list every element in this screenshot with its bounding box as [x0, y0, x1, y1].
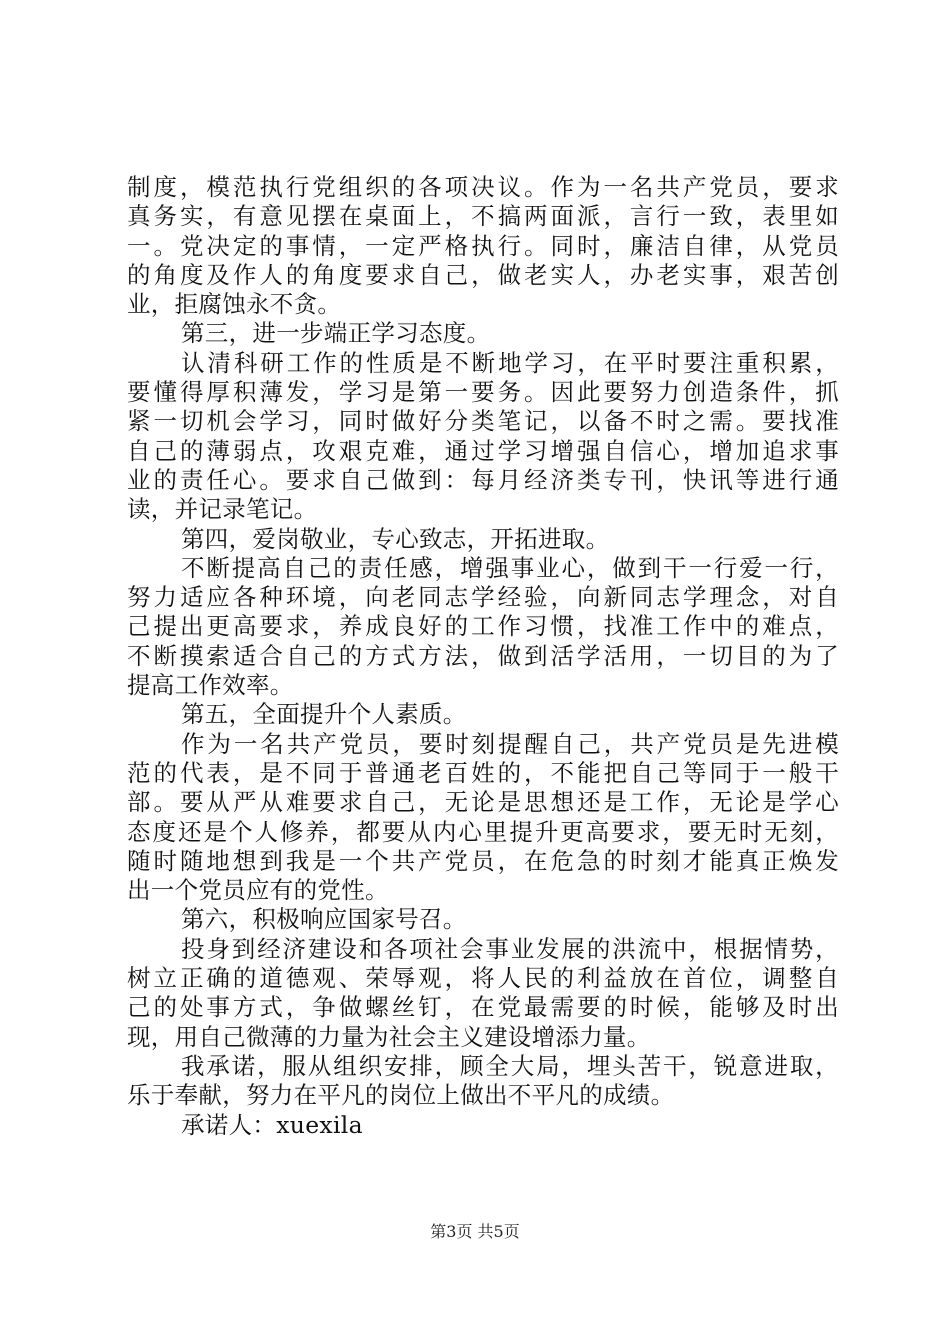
- paragraph: [127, 554, 839, 700]
- text-line: 自己的薄弱点，攻艰克难，通过学习增强自信心，增加追求事: [127, 436, 839, 465]
- text-line: 第四，爱岗敬业，专心致志，开拓进取。: [181, 524, 610, 553]
- text-line: 承诺人：xuexila: [181, 1110, 363, 1139]
- text-line: 己的处事方式，争做螺丝钉，在党最需要的时候，能够及时出: [127, 993, 839, 1022]
- text-line: 真务实，有意见摆在桌面上，不搞两面派，言行一致，表里如: [127, 202, 839, 231]
- paragraph: [127, 1111, 839, 1140]
- text-line: 态度还是个人修养，都要从内心里提升更高要求，要无时无刻，: [127, 817, 839, 846]
- text-line: 制度，模范执行党组织的各项决议。作为一名共产党员，要求: [127, 173, 839, 201]
- paragraph: [127, 1052, 839, 1111]
- text-line: 不断提高自己的责任感，增强事业心，做到干一行爱一行，: [181, 553, 839, 582]
- paragraph: [127, 319, 839, 348]
- paragraph: [127, 700, 839, 729]
- paragraph: [127, 730, 839, 906]
- text-line: 我承诺，服从组织安排，顾全大局，埋头苦干，锐意进取，: [181, 1051, 839, 1080]
- text-line: 认清科研工作的性质是不断地学习，在平时要注重积累，: [181, 348, 839, 377]
- text-line: 随时随地想到我是一个共产党员，在危急的时刻才能真正焕发: [127, 846, 839, 875]
- paragraph: [127, 349, 839, 525]
- text-line: 读，并记录笔记。: [127, 495, 318, 524]
- page-number-footer: 第3页 共5页: [430, 1222, 520, 1241]
- text-line: 范的代表，是不同于普通老百姓的，不能把自己等同于一般干: [127, 758, 839, 787]
- paragraph: [127, 525, 839, 554]
- text-line: 提高工作效率。: [127, 671, 294, 700]
- text-line: 作为一名共产党员，要时刻提醒自己，共产党员是先进模: [181, 729, 839, 758]
- paragraph: [127, 905, 839, 934]
- text-line: 出一个党员应有的党性。: [127, 876, 389, 905]
- text-line: 投身到经济建设和各项社会事业发展的洪流中，根据情势，: [181, 934, 839, 963]
- text-line: 业，拒腐蚀永不贪。: [127, 290, 342, 319]
- text-line: 不断摸索适合自己的方式方法，做到活学活用，一切目的为了: [127, 641, 839, 670]
- text-line: 现，用自己微薄的力量为社会主义建设增添力量。: [127, 1022, 651, 1051]
- paragraph: [127, 935, 839, 1052]
- text-line: 紧一切机会学习，同时做好分类笔记，以备不时之需。要找准: [127, 407, 839, 436]
- text-line: 的角度及作人的角度要求自己，做老实人，办老实事，艰苦创: [127, 260, 839, 289]
- text-line: 乐于奉献，努力在平凡的岗位上做出不平凡的成绩。: [127, 1081, 675, 1110]
- text-line: 第三，进一步端正学习态度。: [181, 319, 491, 348]
- text-line: 部。要从严从难要求自己，无论是思想还是工作，无论是学心: [127, 788, 839, 817]
- text-line: 第五，全面提升个人素质。: [181, 700, 467, 729]
- text-line: 第六，积极响应国家号召。: [181, 905, 467, 934]
- text-line: 一。党决定的事情，一定严格执行。同时，廉洁自律，从党员: [127, 231, 839, 260]
- document-body: [127, 173, 839, 1140]
- text-line: 要懂得厚积薄发，学习是第一要务。因此要努力创造条件，抓: [127, 378, 839, 407]
- text-line: 树立正确的道德观、荣辱观，将人民的利益放在首位，调整自: [127, 964, 839, 993]
- text-line: 己提出更高要求，养成良好的工作习惯，找准工作中的难点，: [127, 612, 839, 641]
- text-line: 业的责任心。要求自己做到：每月经济类专刊，快讯等进行通: [127, 465, 839, 494]
- paragraph: [127, 173, 839, 319]
- text-line: 努力适应各种环境，向老同志学经验，向新同志学理念，对自: [127, 583, 839, 612]
